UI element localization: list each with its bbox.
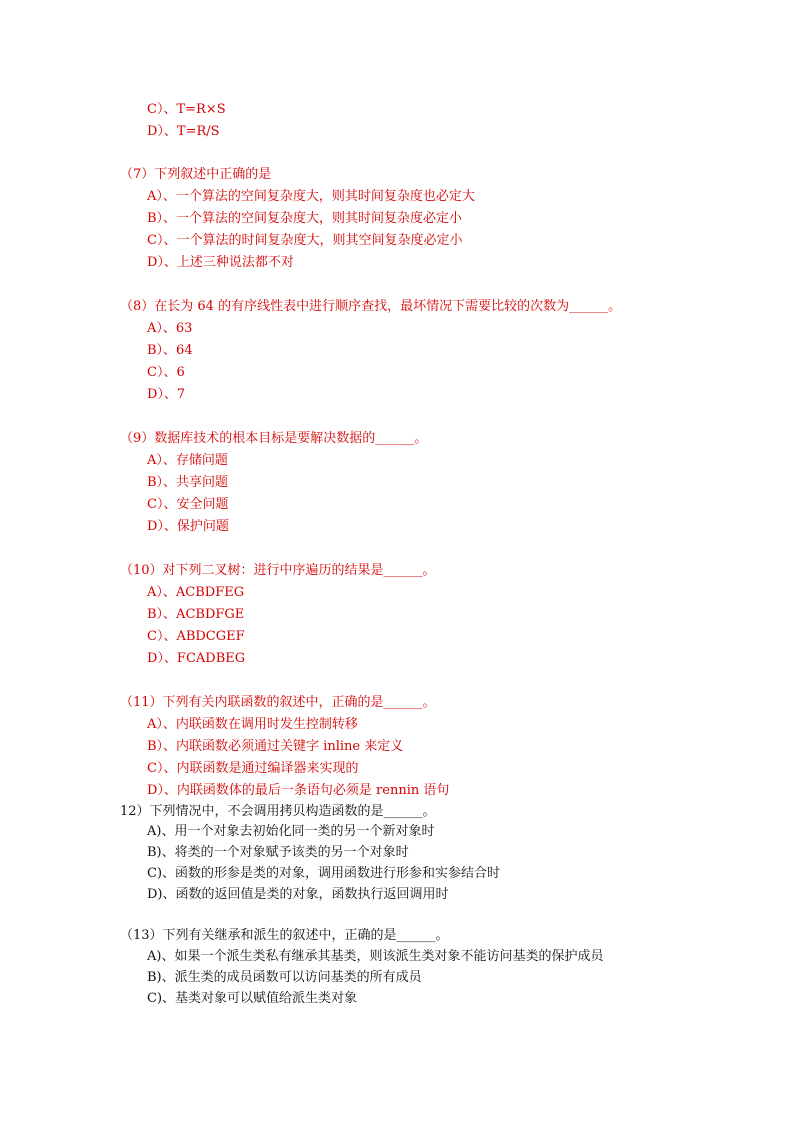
- q10-option-c: C）、ABDCGEF: [147, 629, 245, 644]
- q11-option-d: D）、内联函数体的最后一条语句必须是 rennin 语句: [147, 783, 450, 798]
- q8-option-c: C）、6: [147, 365, 185, 380]
- q9-option-c: C）、安全问题: [147, 497, 229, 512]
- q9-option-b: B）、共享问题: [147, 475, 229, 490]
- q10-option-b: B）、ACBDFGE: [147, 607, 245, 622]
- q9-stem: （9）数据库技术的根本目标是要解决数据的______。: [120, 431, 428, 446]
- q7-stem: （7）下列叙述中正确的是: [120, 167, 272, 182]
- q9-option-a: A）、存储问题: [147, 453, 228, 468]
- q10-option-a: A）、ACBDFEG: [147, 585, 245, 600]
- q7-option-d: D）、上述三种说法都不对: [147, 255, 294, 270]
- q7-option-c: C）、一个算法的时间复杂度大，则其空间复杂度必定小: [147, 233, 463, 248]
- q8-stem: （8）在长为 64 的有序线性表中进行顺序查找，最坏情况下需要比较的次数为______。: [120, 299, 622, 314]
- q9-option-d: D）、保护问题: [147, 519, 229, 534]
- q12-option-c: C)、函数的形参是类的对象，调用函数进行形参和实参结合时: [147, 866, 501, 881]
- q11-option-c: C）、内联函数是通过编译器来实现的: [147, 761, 359, 776]
- q11-option-b: B）、内联函数必须通过关键字 inline 来定义: [147, 739, 404, 754]
- q12-option-b: B)、将类的一个对象赋予该类的另一个对象时: [147, 845, 409, 860]
- q6-option-c: C）、T=R×S: [147, 102, 226, 117]
- q11-option-a: A）、内联函数在调用时发生控制转移: [147, 717, 358, 732]
- q12-stem: 12）下列情况中，不会调用拷贝构造函数的是______。: [120, 804, 436, 819]
- q6-option-d: D）、T=R/S: [147, 124, 220, 139]
- q13-option-b: B)、派生类的成员函数可以访问基类的所有成员: [147, 970, 422, 985]
- q12-option-d: D)、函数的返回值是类的对象，函数执行返回调用时: [147, 887, 449, 902]
- q8-option-b: B）、64: [147, 343, 193, 358]
- q7-option-a: A）、一个算法的空间复杂度大，则其时间复杂度也必定大: [147, 189, 475, 204]
- q13-stem: （13）下列有关继承和派生的叙述中，正确的是______。: [120, 928, 449, 943]
- q13-option-c: C)、基类对象可以赋值给派生类对象: [147, 991, 358, 1006]
- q13-option-a: A)、如果一个派生类私有继承其基类，则该派生类对象不能访问基类的保护成员: [147, 949, 604, 964]
- q11-stem: （11）下列有关内联函数的叙述中，正确的是______。: [120, 695, 436, 710]
- q10-option-d: D）、FCADBEG: [147, 651, 246, 666]
- q12-option-a: A)、用一个对象去初始化同一类的另一个新对象时: [147, 824, 435, 839]
- q7-option-b: B）、一个算法的空间复杂度大，则其时间复杂度必定小: [147, 211, 463, 226]
- q10-stem: （10）对下列二叉树：进行中序遍历的结果是______。: [120, 563, 436, 578]
- q8-option-a: A）、63: [147, 321, 193, 336]
- q8-option-d: D）、7: [147, 387, 186, 402]
